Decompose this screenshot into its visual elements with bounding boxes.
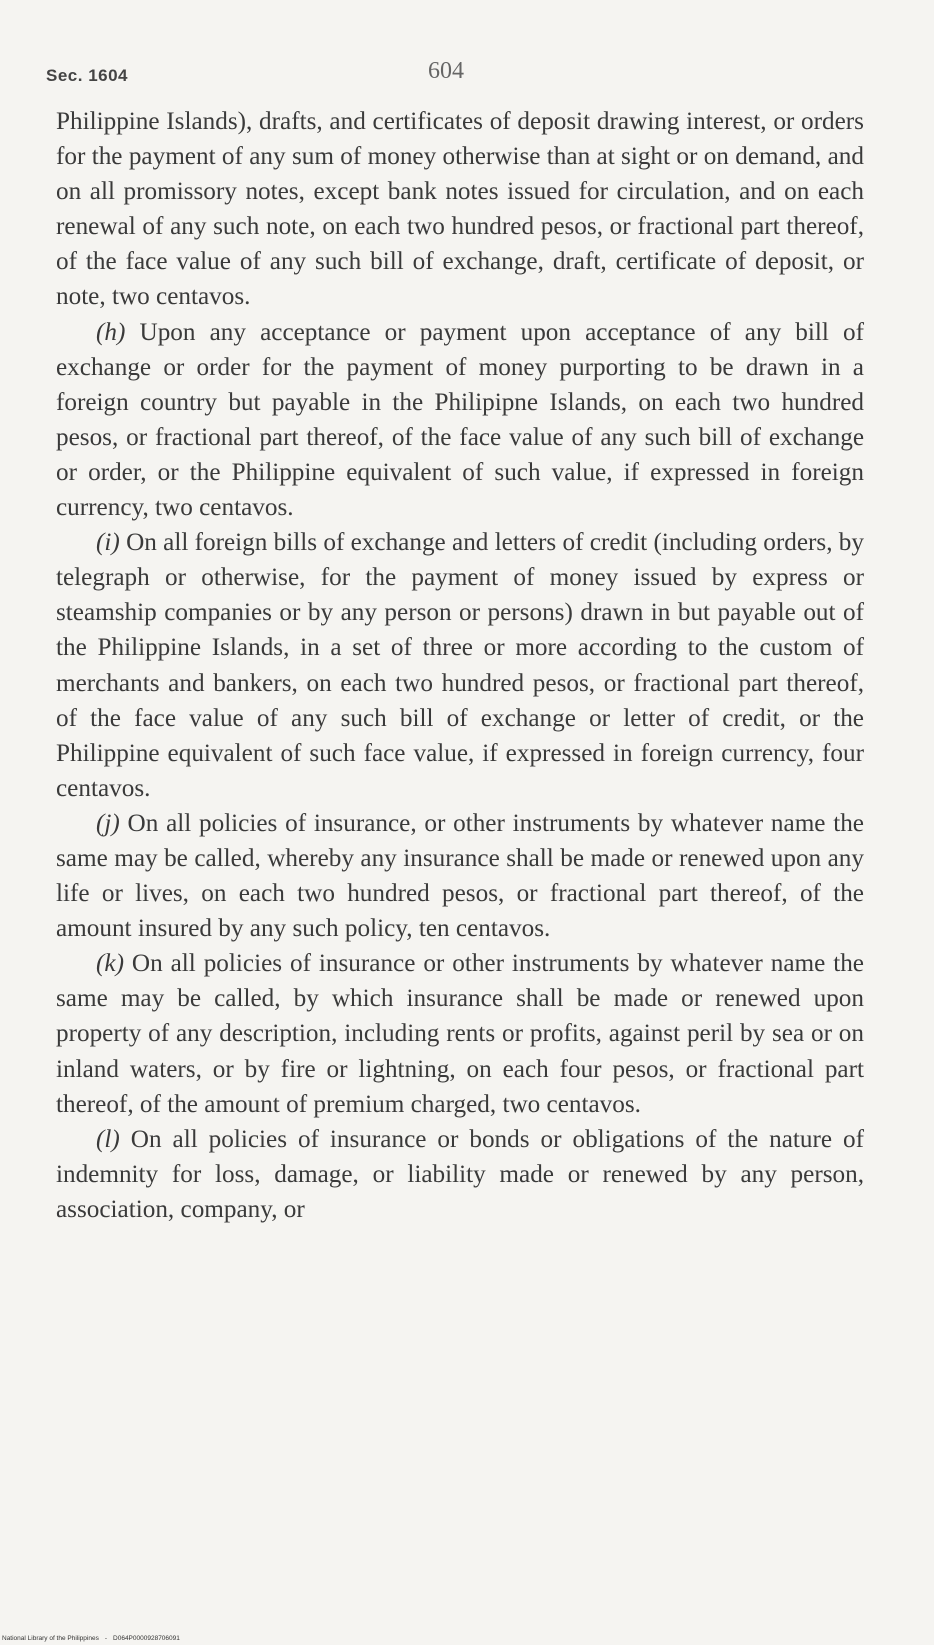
paragraph-text: On all policies of insurance, or other instruments by whatever name the same may be called, whereby any insurance shall be made or renewed upon any life or lives, on each two hundred pesos, or fractional part thereof, of the amount insured by any such policy, ten centavos.: [56, 809, 864, 943]
paragraph-text: Upon any acceptance or payment upon acceptance of any bill of exchange or order for the payment of money purporting to be drawn in a foreign country but payable in the Philipipne Islands, on each two hundred pesos, or fractional part thereof, of the face value of any such bill of exchange or order, or the Philippine equivalent of such value, if expressed in foreign currency, two centavos.: [56, 318, 864, 522]
paragraph-i: [56, 525, 864, 806]
library-credit: National Library of the Philippines: [2, 1635, 99, 1642]
paragraph-text: On all foreign bills of exchange and letters of credit (including orders, by telegraph or otherwise, for the payment of money issued by express or steamship companies or by any person or persons) drawn in but payable out of the Philippine Islands, in a set of three or more according to the custom of merchants and bankers, on each two hundred pesos, or fractional part thereof, of the face value of any such bill of exchange or letter of credit, or the Philippine equivalent of such face value, if expressed in foreign currency, four centavos.: [56, 529, 864, 802]
paragraph-l: [56, 1122, 864, 1227]
paragraph-text: Philippine Islands), drafts, and certificates of deposit drawing interest, or orders for the payment of any sum of money otherwise than at sight or on demand, and on all promissory notes, except bank notes issued for circulation, and on each renewal of any such note, on each two hundred pesos, or fractional part thereof, of the face value of any such bill of exchange, draft, certificate of deposit, or note, two centavos.: [56, 108, 864, 311]
clause-marker: (k): [96, 950, 124, 978]
scan-code: D064P0000928706091: [113, 1635, 180, 1642]
page-number: 604: [428, 58, 464, 84]
paragraph-j: [56, 806, 864, 946]
clause-marker: (h): [96, 318, 126, 346]
clause-marker: (i): [96, 529, 120, 557]
clause-marker: (j): [96, 809, 120, 837]
paragraph-text: On all policies of insurance or bonds or obligations of the nature of indemnity for loss, damage, or liability made or renewed by any person, association, company, or: [56, 1125, 864, 1223]
page-header: [46, 58, 874, 88]
body-text: [56, 104, 864, 1227]
paragraph-text: On all policies of insurance or other instruments by whatever name the same may be called, by which insurance shall be made or renewed upon property of any description, including rents or profits, against peril by sea or on inland waters, or by fire or lightning, on each four pesos, or fractional part thereof, of the amount of premium charged, two centavos.: [56, 950, 864, 1118]
paragraph-k: [56, 946, 864, 1121]
clause-marker: (l): [96, 1125, 120, 1153]
paragraph-continuation: [56, 104, 864, 315]
section-label: Sec. 1604: [46, 66, 129, 85]
paragraph-h: [56, 315, 864, 526]
scan-footer: National Library of the Philippines - D064P0000928706091: [2, 1635, 180, 1642]
